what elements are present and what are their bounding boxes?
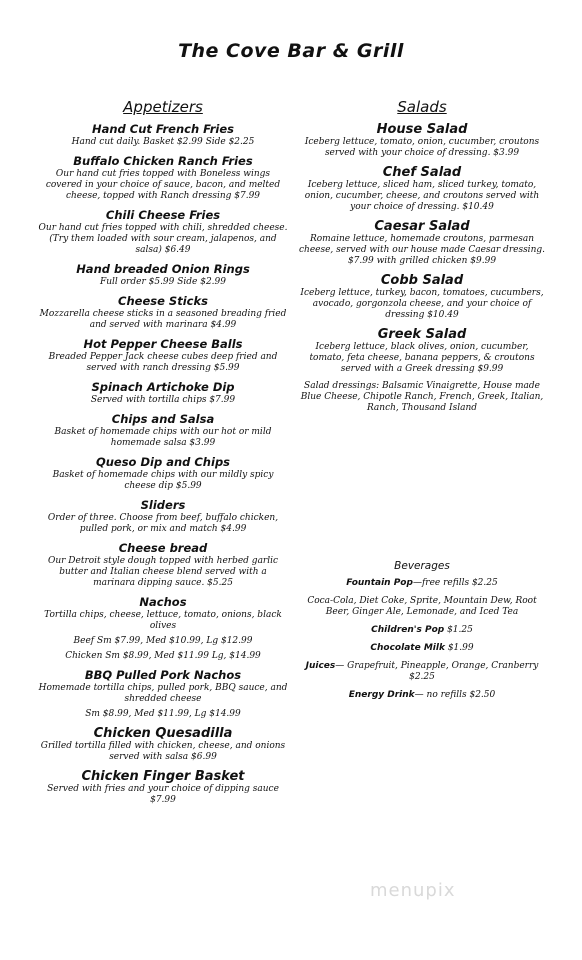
item-name: Sliders bbox=[140, 498, 186, 512]
item-description: Iceberg lettuce, sliced ham, sliced turkey, tomato, onion, cucumber, cheese, and croutons served with your choice of dressing. $10.49 bbox=[304, 180, 540, 212]
menu-item bbox=[38, 262, 288, 288]
salads-heading: Salads bbox=[397, 98, 447, 116]
menu-item bbox=[297, 327, 547, 375]
menu-item bbox=[38, 769, 288, 806]
beverage-name: Children's Pop bbox=[371, 625, 445, 635]
item-name: Spinach Artichoke Dip bbox=[91, 380, 235, 394]
item-name: Cheese bread bbox=[118, 541, 208, 555]
item-price-line: Beef Sm $7.99, Med $10.99, Lg $12.99 bbox=[73, 636, 253, 646]
beverage-name: Chocolate Milk bbox=[370, 643, 445, 653]
beverage-name: Fountain Pop bbox=[346, 578, 413, 588]
item-name: Chicken Quesadilla bbox=[93, 726, 233, 741]
menu-item bbox=[38, 380, 288, 406]
beverage-name: Juices bbox=[305, 661, 336, 671]
item-description: Our Detroit style dough topped with herbed garlic butter and Italian cheese blend served with a marinara dipping sauce. $5.25 bbox=[47, 556, 279, 588]
item-name: Hand breaded Onion Rings bbox=[76, 262, 250, 276]
beverage-sodas bbox=[297, 596, 547, 618]
item-description: Grilled tortilla filled with chicken, cheese, and onions served with salsa $6.99 bbox=[40, 741, 286, 762]
menu-item bbox=[38, 154, 288, 202]
menu-item bbox=[38, 498, 288, 535]
beverage-price: $1.25 bbox=[447, 625, 473, 635]
menu-item bbox=[38, 726, 288, 763]
watermark-logo: menupix bbox=[370, 880, 456, 901]
item-name: Chicken Finger Basket bbox=[81, 769, 245, 784]
item-description: Mozzarella cheese sticks in a seasoned breading fried and served with marinara $4.99 bbox=[39, 309, 287, 330]
sodas-list: Coca-Cola, Diet Coke, Sprite, Mountain Dew, Root Beer, Ginger Ale, Lemonade, and Iced Tea bbox=[307, 596, 537, 617]
item-description: Basket of homemade chips with our mildly spicy cheese dip $5.99 bbox=[52, 470, 274, 491]
item-name: House Salad bbox=[376, 122, 468, 137]
beverage-juices bbox=[297, 661, 547, 683]
beverage-fountain bbox=[297, 578, 547, 589]
item-description: Romaine lettuce, homemade croutons, parmesan cheese, served with our house made Caesar dressing. $7.99 with grilled chicken $9.99 bbox=[299, 234, 545, 266]
item-description: Iceberg lettuce, black olives, onion, cucumber, tomato, feta cheese, banana peppers, & croutons served with a Greek dressing $9.99 bbox=[309, 342, 535, 374]
item-description: Full order $5.99 Side $2.99 bbox=[99, 277, 226, 287]
item-price-line: Sm $8.99, Med $11.99, Lg $14.99 bbox=[85, 709, 241, 719]
item-description: Iceberg lettuce, turkey, bacon, tomatoes, cucumbers, avocado, gorgonzola cheese, and your choice of dressing $10.49 bbox=[300, 288, 544, 320]
item-description: Served with fries and your choice of dipping sauce $7.99 bbox=[47, 784, 279, 805]
item-name: Chef Salad bbox=[382, 165, 462, 180]
beverage-energy bbox=[297, 690, 547, 701]
item-name: Hand Cut French Fries bbox=[91, 122, 235, 136]
item-description: Served with tortilla chips $7.99 bbox=[90, 395, 236, 405]
menu-item bbox=[297, 273, 547, 321]
item-name: Caesar Salad bbox=[374, 219, 470, 234]
menu-item bbox=[38, 412, 288, 449]
item-description: Basket of homemade chips with our hot or mild homemade salsa $3.99 bbox=[54, 427, 272, 448]
item-name: BBQ Pulled Pork Nachos bbox=[84, 668, 242, 682]
menu-item bbox=[38, 122, 288, 148]
item-name: Buffalo Chicken Ranch Fries bbox=[73, 154, 253, 168]
appetizers-heading: Appetizers bbox=[123, 98, 203, 116]
menu-title: The Cove Bar & Grill bbox=[178, 40, 404, 62]
item-name: Cobb Salad bbox=[380, 273, 464, 288]
salads-column bbox=[297, 98, 547, 420]
beverage-childrens bbox=[297, 625, 547, 636]
item-description: Order of three. Choose from beef, buffalo chicken, pulled pork, or mix and match $4.99 bbox=[47, 513, 279, 534]
menu-item bbox=[38, 337, 288, 374]
item-description: Our hand cut fries topped with Boneless wings covered in your choice of sauce, bacon, and melted cheese, topped with Ranch dressing $7.99 bbox=[45, 169, 281, 201]
appetizers-column bbox=[38, 98, 288, 812]
beverage-desc: —free refills $2.25 bbox=[412, 578, 498, 588]
salad-dressings bbox=[297, 381, 547, 414]
menu-item bbox=[38, 541, 288, 589]
menu-item bbox=[38, 595, 288, 662]
beverage-desc: — Grapefruit, Pineapple, Orange, Cranberry $2.25 bbox=[335, 661, 539, 682]
beverage-milk bbox=[297, 643, 547, 654]
item-name: Queso Dip and Chips bbox=[95, 455, 231, 469]
item-name: Cheese Sticks bbox=[118, 294, 208, 308]
item-description: Our hand cut fries topped with chili, shredded cheese. (Try them loaded with sour cream, jalapenos, and salsa) $6.49 bbox=[38, 223, 288, 255]
item-name: Hot Pepper Cheese Balls bbox=[83, 337, 243, 351]
item-description: Tortilla chips, cheese, lettuce, tomato, onions, black olives bbox=[44, 610, 282, 631]
item-name: Greek Salad bbox=[377, 327, 467, 342]
beverage-desc: — no refills $2.50 bbox=[414, 690, 496, 700]
menu-item bbox=[38, 208, 288, 256]
beverage-name: Energy Drink bbox=[348, 690, 415, 700]
item-price-line: Chicken Sm $8.99, Med $11.99 Lg, $14.99 bbox=[65, 651, 261, 661]
beverages-section bbox=[297, 560, 547, 708]
item-description: Iceberg lettuce, tomato, onion, cucumber, croutons served with your choice of dressing. $3.99 bbox=[304, 137, 540, 158]
item-name: Nachos bbox=[139, 595, 187, 609]
item-description: Breaded Pepper Jack cheese cubes deep fried and served with ranch dressing $5.99 bbox=[48, 352, 278, 373]
menu-item bbox=[38, 455, 288, 492]
item-name: Chili Cheese Fries bbox=[105, 208, 221, 222]
menu-item bbox=[297, 165, 547, 213]
item-name: Chips and Salsa bbox=[111, 412, 215, 426]
item-description: Hand cut daily. Basket $2.99 Side $2.25 bbox=[71, 137, 255, 147]
beverages-heading: Beverages bbox=[394, 560, 450, 572]
menu-item bbox=[297, 219, 547, 267]
menu-item bbox=[38, 294, 288, 331]
menu-item bbox=[297, 122, 547, 159]
item-description: Homemade tortilla chips, pulled pork, BBQ sauce, and shredded cheese bbox=[38, 683, 288, 704]
beverage-price: $1.99 bbox=[447, 643, 474, 653]
dressings-text: Salad dressings: Balsamic Vinaigrette, House made Blue Cheese, Chipotle Ranch, French, Greek, Italian, Ranch, Thousand Island bbox=[300, 381, 544, 413]
menu-item bbox=[38, 668, 288, 720]
